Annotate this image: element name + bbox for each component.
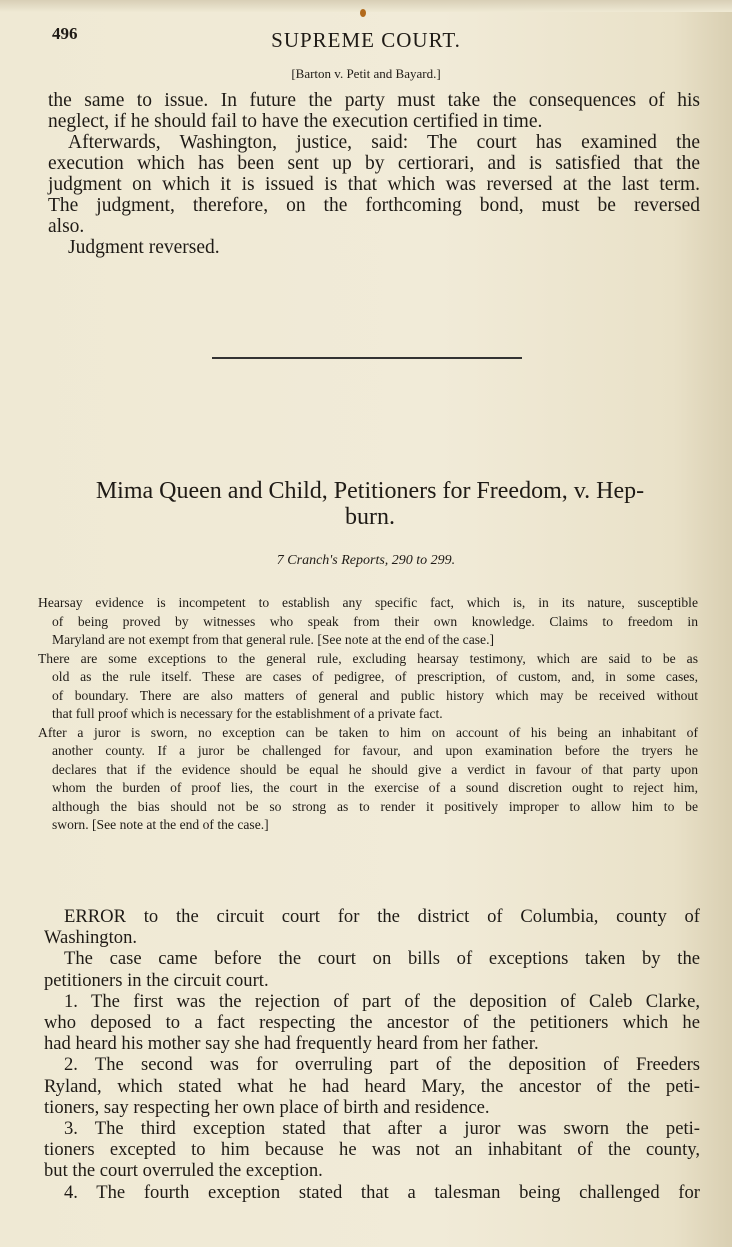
text-line: also. xyxy=(48,216,85,237)
headnote-line: After a juror is sworn, no exception can be taken to him on account of his being an inhabitant of xyxy=(38,724,698,740)
text-line: The case came before the court on bills of exceptions taken by the xyxy=(64,948,700,970)
case-citation: 7 Cranch's Reports, 290 to 299. xyxy=(276,553,456,568)
page-number: 496 xyxy=(52,24,78,43)
text-line: tioners, say respecting her own place of birth and residence. xyxy=(44,1096,490,1118)
text-line: 2. The second was for overruling part of the deposition of Freeders xyxy=(64,1054,700,1076)
headnote-line: There are some exceptions to the general rule, excluding hearsay testimony, which are said to be as xyxy=(38,650,698,666)
text-line: neglect, if he should fail to have the execution certified in time. xyxy=(48,111,543,132)
headnote-line: Maryland are not exempt from that general rule. [See note at the end of the case.] xyxy=(52,632,494,647)
text-line: ERROR to the circuit court for the district of Columbia, county of xyxy=(64,906,700,927)
headnote-line: old as the rule itself. These are cases of pedigree, of prescription, of custom, and, in some cases, xyxy=(52,669,698,684)
case-body xyxy=(44,906,700,1203)
headnote-line: that full proof which is necessary for the establishment of a private fact. xyxy=(52,706,443,721)
text-line: but the court overruled the exception. xyxy=(44,1160,323,1182)
headnote-line: of being proved by witnesses who speak from their own knowledge. Claims to freedom in xyxy=(52,613,698,629)
headnote-line: of boundary. There are also matters of general and public history which may be received without xyxy=(52,687,698,703)
text-line: Ryland, which stated what he had heard Mary, the ancestor of the peti- xyxy=(44,1075,700,1097)
running-head: SUPREME COURT. xyxy=(271,28,461,52)
ink-spot xyxy=(360,9,366,17)
text-line: judgment on which it is issued is that which was reversed at the last term. xyxy=(48,174,700,195)
text-line: 4. The fourth exception stated that a talesman being challenged for xyxy=(64,1181,700,1203)
text-line: tioners excepted to him because he was not an inhabitant of the county, xyxy=(44,1139,700,1161)
case-header: [Barton v. Petit and Bayard.] xyxy=(291,66,441,81)
headnote-line: although the bias should not be so strong as to render it positively improper to allow him to be xyxy=(52,798,698,814)
headnotes xyxy=(38,594,698,835)
text-line: Afterwards, Washington, justice, said: The court has examined the xyxy=(68,132,700,153)
previous-case-text xyxy=(48,90,700,258)
text-line: petitioners in the circuit court. xyxy=(44,969,269,991)
text-line: 3. The third exception stated that after a juror was sworn the peti- xyxy=(64,1118,700,1140)
text-line: had heard his mother say she had frequently heard from her father. xyxy=(44,1033,539,1055)
headnote-line: another county. If a juror be challenged for favour, and upon examination before the tryers he xyxy=(52,743,698,758)
case-title-line: Mima Queen and Child, Petitioners for Freedom, v. Hep- xyxy=(95,478,645,504)
headnote-line: Hearsay evidence is incompetent to establish any specific fact, which is, in its nature, susceptible xyxy=(38,595,698,610)
section-divider xyxy=(212,357,522,359)
headnote-line: declares that if the evidence should be equal he should give a verdict in favour of that party upon xyxy=(52,761,698,777)
text-line: Washington. xyxy=(44,927,138,949)
text-line: The judgment, therefore, on the forthcoming bond, must be reversed xyxy=(48,195,700,216)
judgment-line: Judgment reversed. xyxy=(68,237,220,258)
page-top-edge xyxy=(0,0,732,12)
text-line: who deposed to a fact respecting the ancestor of the petitioners which he xyxy=(44,1012,700,1034)
case-title xyxy=(40,478,700,530)
text-line: the same to issue. In future the party must take the consequences of his xyxy=(48,90,700,111)
text-line: execution which has been sent up by certiorari, and is satisfied that the xyxy=(48,153,700,174)
case-title-line: burn. xyxy=(345,504,395,530)
headnote-line: whom the burden of proof lies, the court in the exercise of a sound discretion ought to reject him, xyxy=(52,780,698,795)
headnote-line: sworn. [See note at the end of the case.] xyxy=(52,817,269,832)
text-line: 1. The first was the rejection of part of the deposition of Caleb Clarke, xyxy=(64,990,700,1012)
